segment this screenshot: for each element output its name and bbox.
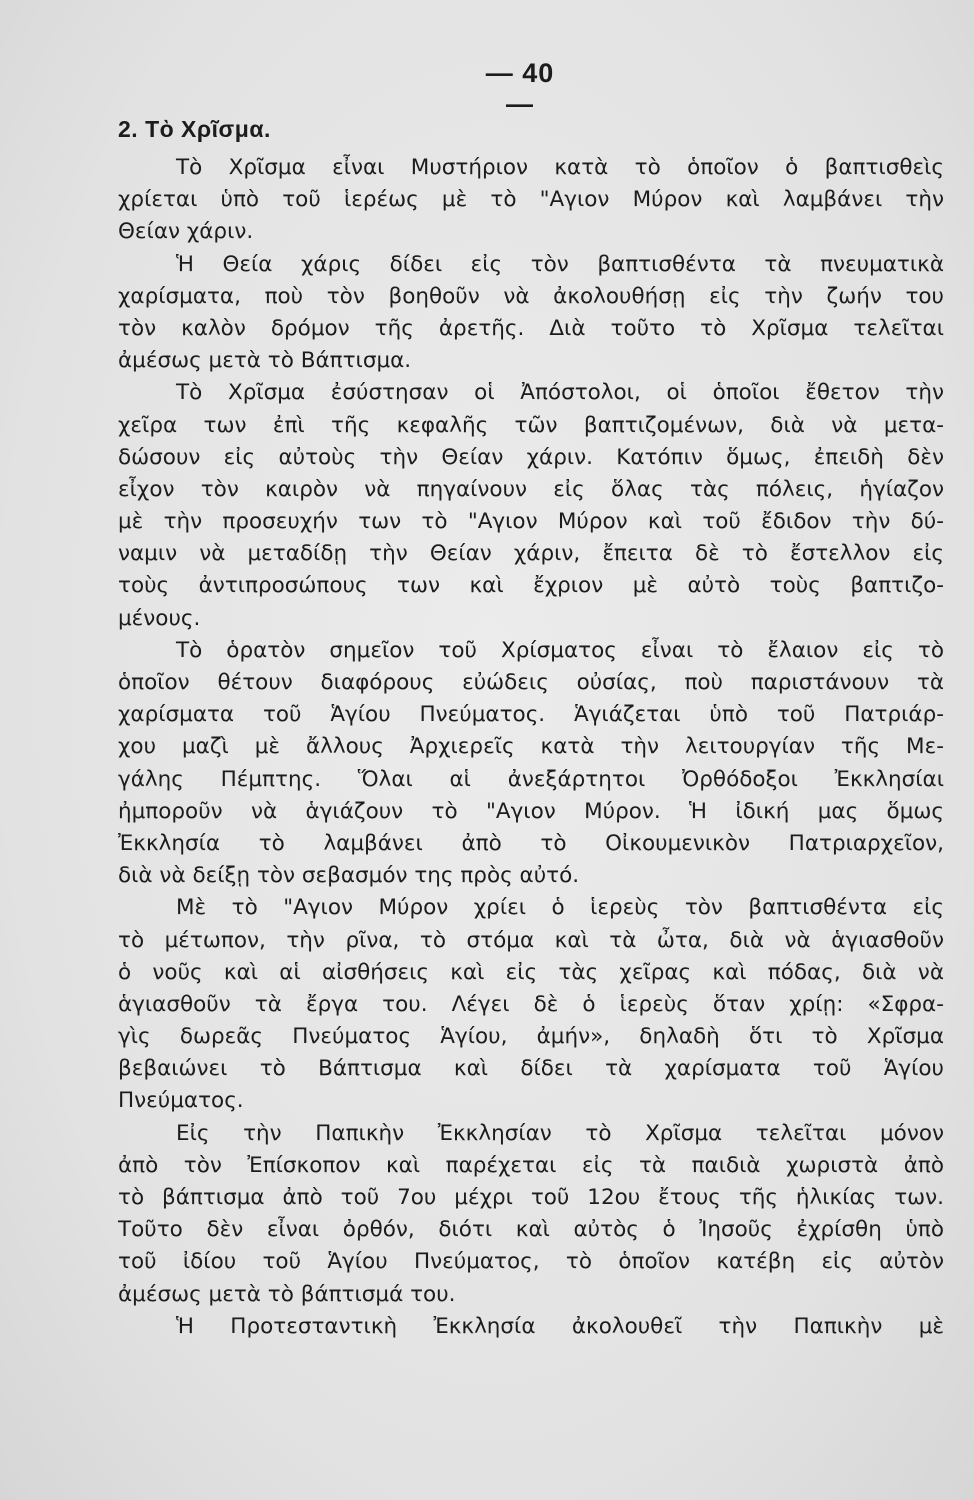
paragraph bbox=[118, 635, 944, 893]
text-line: εἶχον τὸν καιρὸν νὰ πηγαίνουν εἰς ὅλας τὰς πόλεις, ἡγίαζον bbox=[118, 476, 944, 502]
text-line: μὲ τὴν προσευχήν των τὸ "Αγιον Μύρον καὶ τοῦ ἔδιδον τὴν δύ- bbox=[118, 509, 944, 535]
section-title: 2. Τὸ Χρῖσμα. bbox=[118, 116, 271, 142]
text-line: ὁποῖον θέτουν διαφόρους εὐώδεις οὐσίας, ποὺ παριστάνουν τὰ bbox=[118, 670, 944, 695]
text-line: Ἐκκλησία τὸ λαμβάνει ἀπὸ τὸ Οἰκουμενικὸν Πατριαρχεῖον, bbox=[118, 830, 944, 856]
text-line: ἀμέσως μετὰ τὸ βάπτισμά του. bbox=[118, 1281, 456, 1307]
paragraph bbox=[118, 377, 944, 635]
text-line: χρίεται ὑπὸ τοῦ ἱερέως μὲ τὸ "Αγιον Μύρον καὶ λαμβάνει τὴν bbox=[118, 187, 944, 213]
text-line: Τὸ Χρῖσμα εἶναι Μυστήριον κατὰ τὸ ὁποῖον ὁ βαπτισθεὶς bbox=[176, 155, 944, 180]
paragraph bbox=[118, 152, 944, 249]
paragraph bbox=[118, 249, 944, 378]
text-line: γὶς δωρεᾶς Πνεύματος Ἁγίου, ἀμήν», δηλαδὴ ὅτι τὸ Χρῖσμα bbox=[118, 1024, 944, 1050]
text-line: Πνεύματος. bbox=[118, 1088, 244, 1114]
text-line: ἠμποροῦν νὰ ἁγιάζουν τὸ "Αγιον Μύρον. Ἡ ἰδική μας ὅμως bbox=[118, 798, 944, 824]
paragraph bbox=[118, 892, 944, 1117]
text-line: τὸν καλὸν δρόμον τῆς ἀρετῆς. Διὰ τοῦτο τὸ Χρῖσμα τελεῖται bbox=[118, 315, 944, 341]
text-line: χαρίσματα, ποὺ τὸν βοηθοῦν νὰ ἀκολουθήσῃ εἰς τὴν ζωήν του bbox=[118, 283, 944, 309]
text-line: χου μαζὶ μὲ ἄλλους Ἀρχιερεῖς κατὰ τὴν λειτουργίαν τῆς Με- bbox=[118, 734, 944, 760]
text-line: Ἡ Θεία χάρις δίδει εἰς τὸν βαπτισθέντα τὰ πνευματικὰ bbox=[176, 251, 944, 277]
text-line: ὁ νοῦς καὶ αἱ αἰσθήσεις καὶ εἰς τὰς χεῖρας καὶ πόδας, διὰ νὰ bbox=[118, 959, 944, 985]
paragraph bbox=[118, 1118, 944, 1311]
text-line: γάλης Πέμπτης. Ὅλαι αἱ ἀνεξάρτητοι Ὀρθόδοξοι Ἐκκλησίαι bbox=[118, 766, 944, 792]
text-line: χεῖρα των ἐπὶ τῆς κεφαλῆς τῶν βαπτιζομένων, διὰ νὰ μετα- bbox=[118, 412, 944, 438]
text-line: χαρίσματα τοῦ Ἁγίου Πνεύματος. Ἁγιάζεται ὑπὸ τοῦ Πατριάρ- bbox=[118, 702, 944, 728]
text-line: τοὺς ἀντιπροσώπους των καὶ ἔχριον μὲ αὐτὸ τοὺς βαπτιζο- bbox=[118, 573, 944, 599]
text-line: τὸ μέτωπον, τὴν ρῖνα, τὸ στόμα καὶ τὰ ὦτα, διὰ νὰ ἁγιασθοῦν bbox=[118, 927, 944, 953]
text-line: δώσουν εἰς αὐτοὺς τὴν Θείαν χάριν. Κατόπιν ὅμως, ἐπειδὴ δὲν bbox=[118, 444, 944, 470]
text-line: ναμιν νὰ μεταδίδῃ τὴν Θείαν χάριν, ἔπειτα δὲ τὸ ἔστελλον εἰς bbox=[118, 541, 944, 567]
text-line: ἀπὸ τὸν Ἐπίσκοπον καὶ παρέχεται εἰς τὰ παιδιὰ χωριστὰ ἀπὸ bbox=[118, 1152, 944, 1178]
text-line: βεβαιώνει τὸ Βάπτισμα καὶ δίδει τὰ χαρίσματα τοῦ Ἁγίου bbox=[118, 1056, 944, 1082]
paragraph bbox=[118, 1311, 944, 1343]
text-line: Τὸ Χρῖσμα ἐσύστησαν οἱ Ἀπόστολοι, οἱ ὁποῖοι ἔθετον τὴν bbox=[176, 380, 944, 406]
text-line: Εἰς τὴν Παπικὴν Ἐκκλησίαν τὸ Χρῖσμα τελεῖται μόνον bbox=[176, 1120, 944, 1146]
text-line: Τοῦτο δὲν εἶναι ὀρθόν, διότι καὶ αὐτὸς ὁ Ἰησοῦς ἐχρίσθη ὑπὸ bbox=[118, 1217, 944, 1243]
text-line: Θείαν χάριν. bbox=[118, 219, 254, 245]
text-line: τὸ βάπτισμα ἀπὸ τοῦ 7ου μέχρι τοῦ 12ου ἔτους τῆς ἡλικίας των. bbox=[118, 1185, 944, 1210]
text-line: μένους. bbox=[118, 605, 201, 631]
text-line: ἁγιασθοῦν τὰ ἔργα του. Λέγει δὲ ὁ ἱερεὺς ὅταν χρίῃ: «Σφρα- bbox=[118, 991, 944, 1017]
text-line: διὰ νὰ δείξῃ τὸν σεβασμόν της πρὸς αὐτό. bbox=[118, 863, 580, 889]
text-line: Μὲ τὸ "Αγιον Μύρον χρίει ὁ ἱερεὺς τὸν βαπτισθέντα εἰς bbox=[176, 895, 944, 921]
paragraph-list bbox=[118, 152, 944, 1343]
text-line: Τὸ ὁρατὸν σημεῖον τοῦ Χρίσματος εἶναι τὸ ἔλαιον εἰς τὸ bbox=[176, 637, 944, 663]
text-line: ἀμέσως μετὰ τὸ Βάπτισμα. bbox=[118, 348, 412, 374]
page-number: — 40 — bbox=[485, 58, 555, 119]
page-body bbox=[118, 112, 944, 1343]
text-line: τοῦ ἰδίου τοῦ Ἁγίου Πνεύματος, τὸ ὁποῖον κατέβη εἰς αὐτὸν bbox=[118, 1249, 944, 1275]
text-line: Ἡ Προτεσταντικὴ Ἐκκλησία ἀκολουθεῖ τὴν Παπικὴν μὲ bbox=[176, 1313, 944, 1339]
